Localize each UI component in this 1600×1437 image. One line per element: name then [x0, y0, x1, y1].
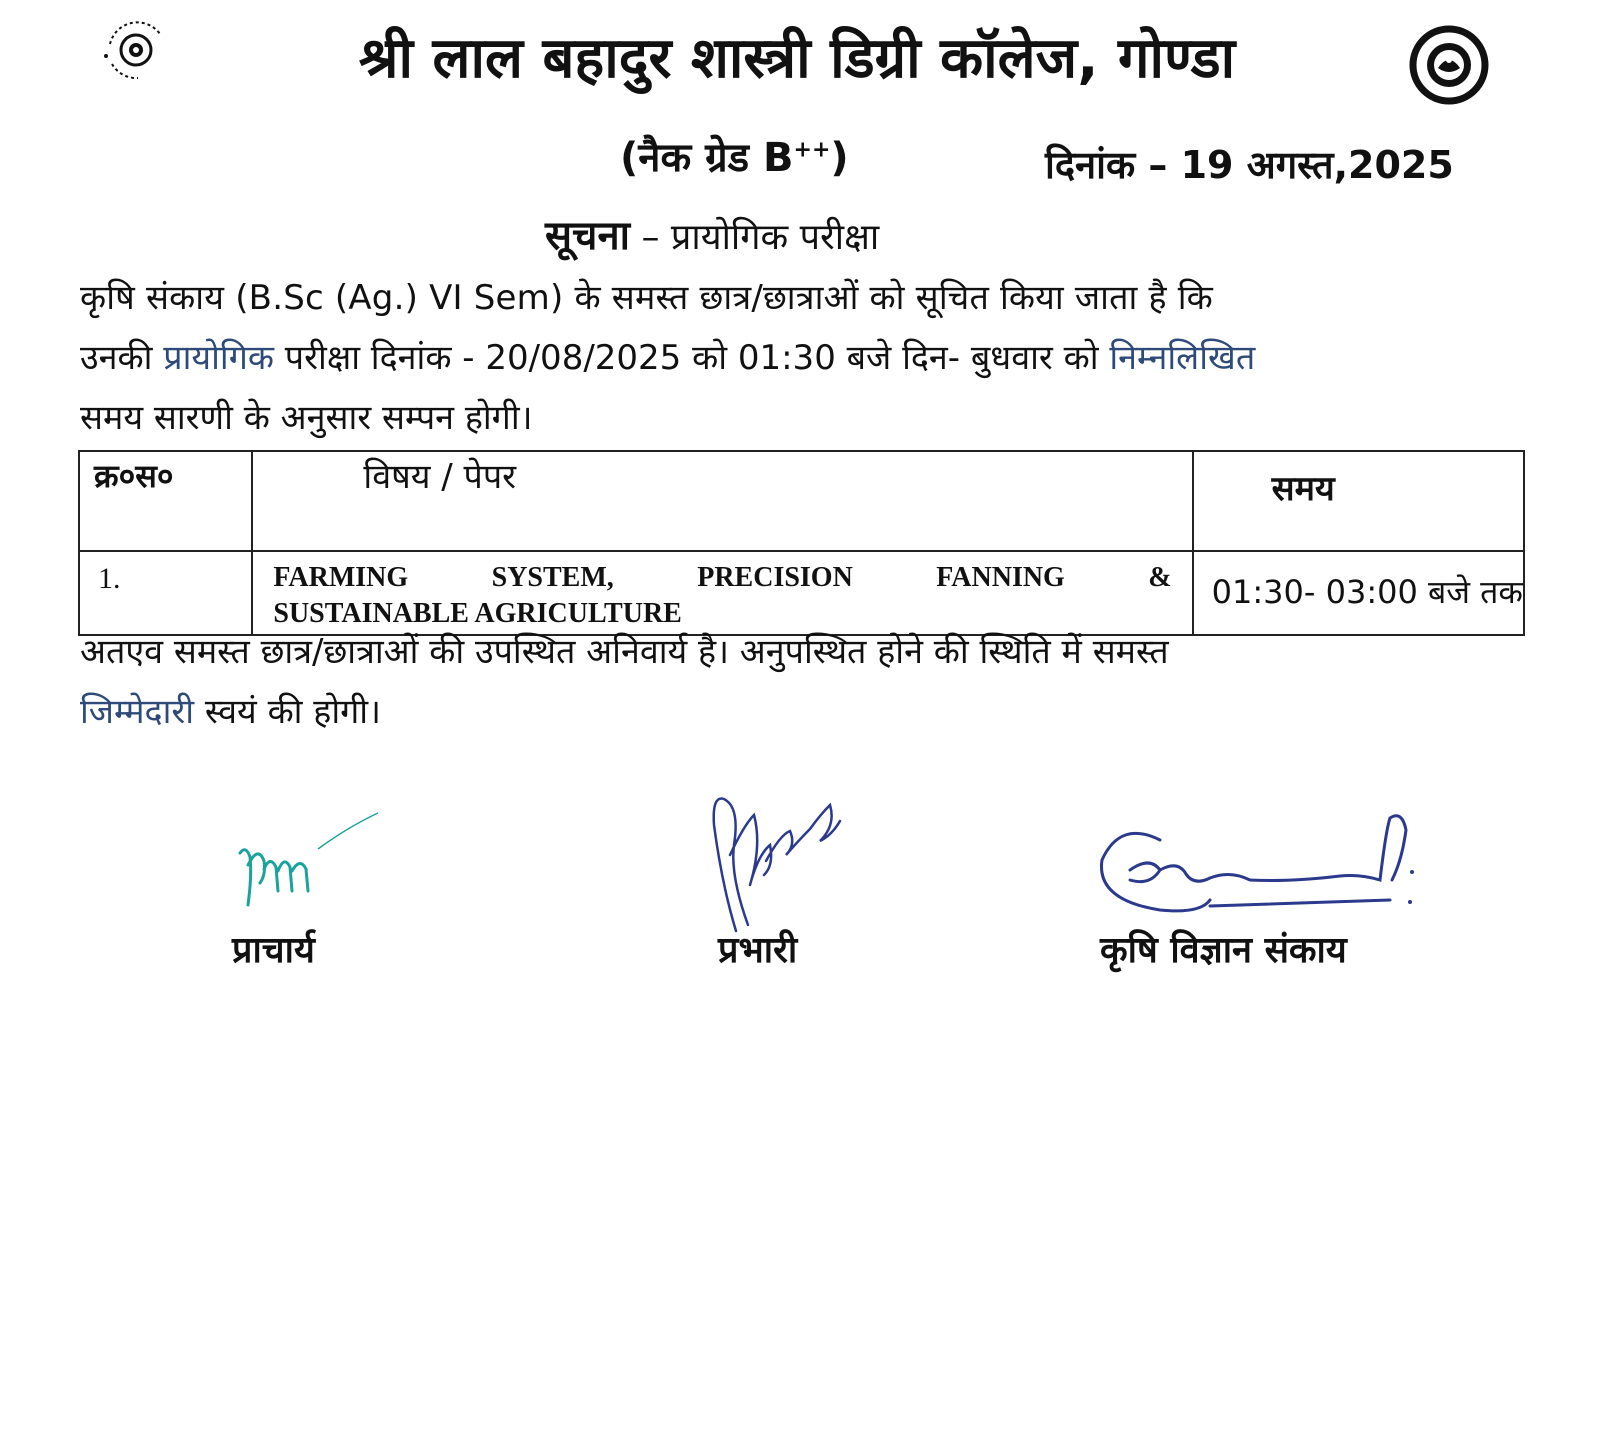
- signatory-principal: प्राचार्य: [232, 930, 315, 971]
- intro-line-2-a: उनकी: [80, 338, 164, 378]
- naac-prefix: (नैक ग्रेड B: [620, 135, 794, 181]
- naac-grade: [620, 128, 849, 183]
- faculty-signature: [1090, 800, 1430, 920]
- naac-superscript: ++: [793, 137, 831, 163]
- intro-line-1: कृषि संकाय (B.Sc (Ag.) VI Sem) के समस्त छात्र/छात्राओं को सूचित किया जाता है कि: [80, 278, 1213, 318]
- closing-line-2-b: स्वयं की होगी।: [194, 692, 381, 732]
- notice-title: [545, 206, 879, 261]
- subject-word: SYSTEM,: [491, 562, 614, 593]
- college-emblem-icon: [98, 14, 168, 84]
- incharge-signature: [700, 785, 860, 945]
- intro-line-2: [80, 328, 1520, 388]
- signatory-incharge: प्रभारी: [718, 930, 798, 971]
- row-serial-no: 1.: [79, 551, 252, 635]
- closing-line-2: [80, 682, 1520, 742]
- notice-closing-paragraph: [80, 622, 1520, 742]
- naac-suffix: ): [830, 135, 849, 181]
- principal-signature: [230, 805, 390, 915]
- intro-line-2-d: निम्नलिखित: [1109, 338, 1256, 378]
- notice-date: दिनांक – 19 अगस्त,2025: [1045, 143, 1454, 187]
- subject-word: FANNING: [936, 562, 1065, 593]
- intro-line-2-b: प्रायोगिक: [163, 338, 274, 378]
- header-subject: विषय / पेपर: [252, 451, 1192, 551]
- signatory-agri-faculty: कृषि विज्ञान संकाय: [1100, 930, 1347, 971]
- table-header-row: [79, 451, 1524, 551]
- intro-line-3: समय सारणी के अनुसार सम्पन होगी।: [80, 398, 533, 438]
- subject-word: FARMING: [273, 562, 409, 593]
- subject-line-2: SUSTAINABLE AGRICULTURE: [273, 598, 682, 629]
- header-time: समय: [1193, 451, 1524, 551]
- row-time: 01:30- 03:00 बजे तक: [1193, 551, 1524, 635]
- closing-line-2-a: जिम्मेदारी: [80, 692, 195, 732]
- notice-intro-paragraph: [80, 268, 1520, 448]
- college-seal-icon: [1408, 24, 1490, 106]
- header-serial-no: क्र०स०: [79, 451, 252, 551]
- notice-title-strong: सूचना: [545, 213, 630, 259]
- closing-line-1: अतएव समस्त छात्र/छात्राओं की उपस्थित अनिवार्य है। अनुपस्थित होने की स्थिति में समस्त: [80, 632, 1169, 672]
- intro-line-2-c: परीक्षा दिनांक - 20/08/2025 को 01:30 बजे दिन- बुधवार को: [273, 338, 1110, 378]
- subject-line-1: [273, 560, 1171, 596]
- subject-word: &: [1148, 562, 1172, 593]
- notice-title-rest: – प्रायोगिक परीक्षा: [630, 217, 880, 258]
- college-name: श्री लाल बहादुर शास्त्री डिग्री कॉलेज, गोण्डा: [358, 26, 1236, 91]
- subject-word: PRECISION: [697, 562, 853, 593]
- exam-schedule-table: [78, 450, 1525, 636]
